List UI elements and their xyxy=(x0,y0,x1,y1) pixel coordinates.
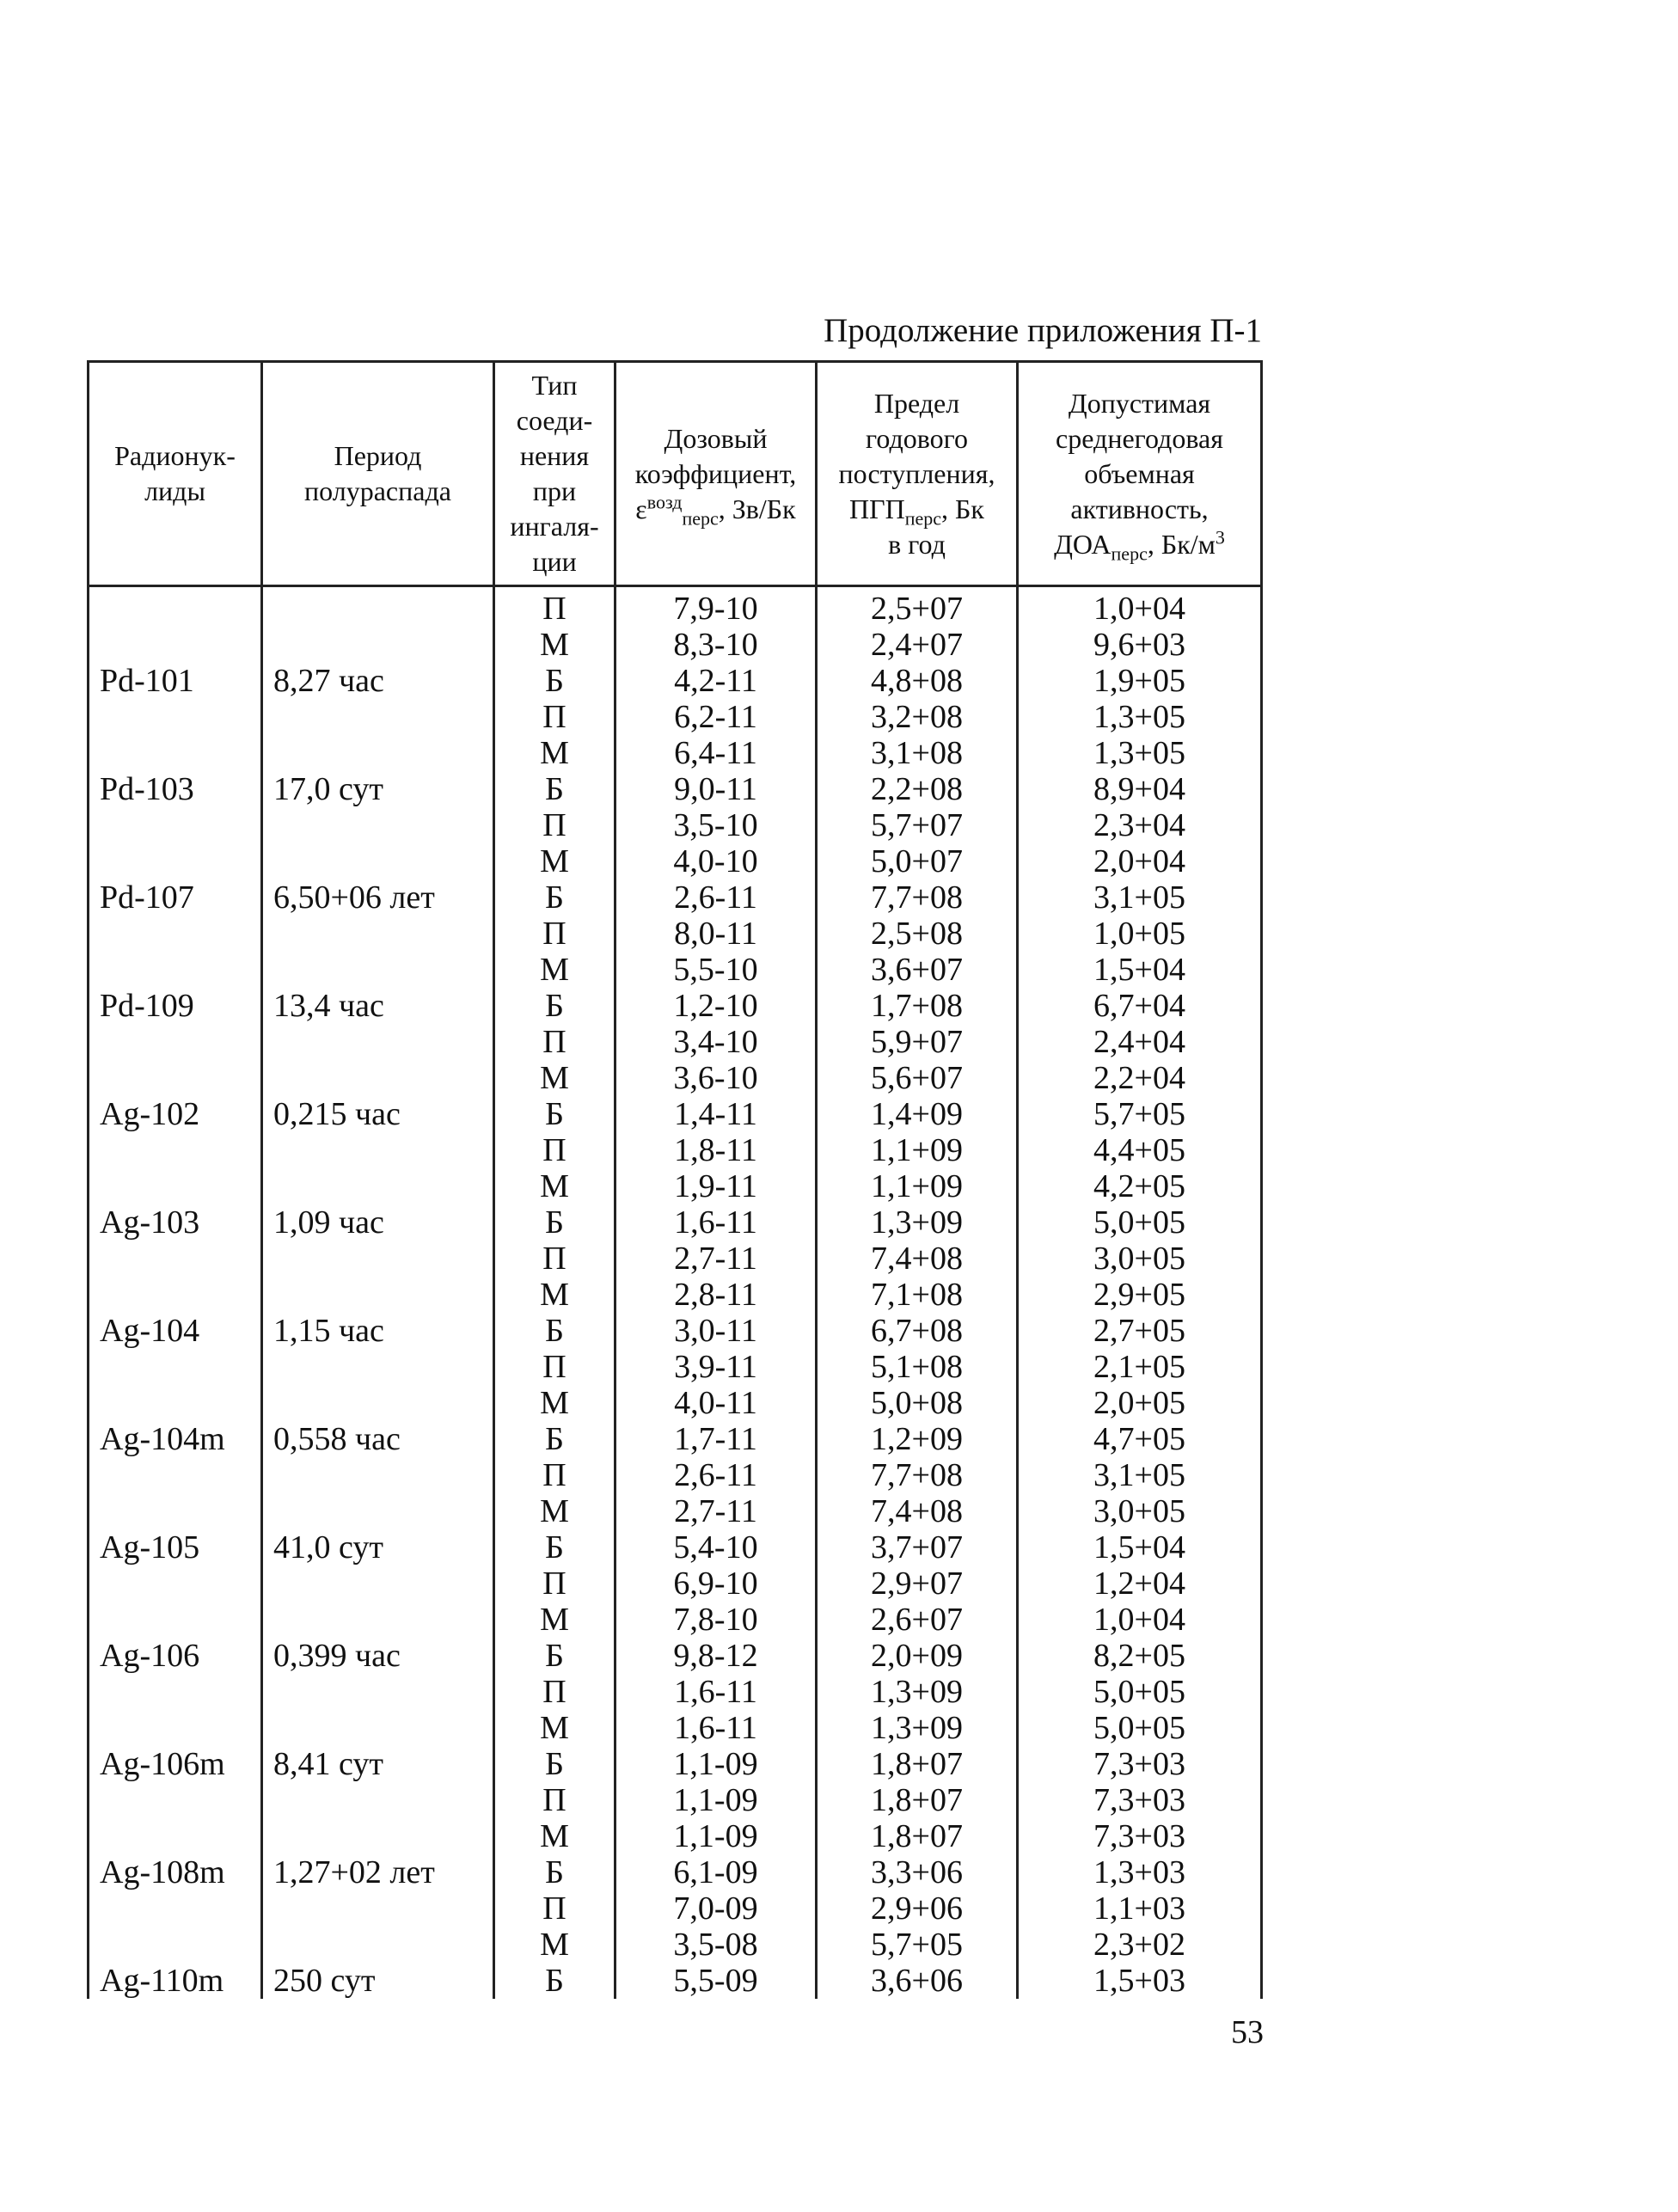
table-row xyxy=(89,627,1262,663)
cell-compound-type: М xyxy=(494,627,615,663)
cell-annual-limit: 7,7+08 xyxy=(817,1457,1018,1493)
cell-allowed-activity: 2,9+05 xyxy=(1018,1277,1262,1313)
cell-nuclide xyxy=(89,1782,262,1818)
table-caption: Продолжение приложения П-1 xyxy=(824,312,1262,349)
cell-dose-coefficient: 6,9-10 xyxy=(615,1566,817,1602)
cell-half-life xyxy=(262,807,494,843)
cell-allowed-activity: 4,2+05 xyxy=(1018,1168,1262,1204)
cell-compound-type: П xyxy=(494,586,615,628)
table-row xyxy=(89,807,1262,843)
cell-annual-limit: 1,4+09 xyxy=(817,1096,1018,1132)
header-nuclide: Радионук- лиды xyxy=(89,362,262,586)
cell-allowed-activity: 5,0+05 xyxy=(1018,1710,1262,1746)
cell-annual-limit: 1,2+09 xyxy=(817,1421,1018,1457)
cell-compound-type: П xyxy=(494,1890,615,1927)
table-row xyxy=(89,1421,1262,1457)
table-row xyxy=(89,1638,1262,1674)
cell-dose-coefficient: 5,5-10 xyxy=(615,952,817,988)
table-row xyxy=(89,916,1262,952)
cell-dose-coefficient: 7,9-10 xyxy=(615,586,817,628)
cell-annual-limit: 7,4+08 xyxy=(817,1241,1018,1277)
cell-nuclide: Pd-101 xyxy=(89,663,262,699)
header-annual-limit: Предел годового поступления, $ПГП_{перс}$, Бк в год xyxy=(817,362,1018,586)
cell-annual-limit: 5,6+07 xyxy=(817,1060,1018,1096)
cell-nuclide xyxy=(89,1674,262,1710)
table-row xyxy=(89,1674,1262,1710)
cell-compound-type: М xyxy=(494,1927,615,1963)
cell-half-life: 41,0 сут xyxy=(262,1529,494,1566)
cell-allowed-activity: 2,0+04 xyxy=(1018,843,1262,879)
table-row xyxy=(89,771,1262,807)
cell-half-life xyxy=(262,1566,494,1602)
cell-half-life xyxy=(262,1385,494,1421)
cell-nuclide xyxy=(89,843,262,879)
cell-half-life xyxy=(262,699,494,735)
cell-half-life: 17,0 сут xyxy=(262,771,494,807)
cell-compound-type: Б xyxy=(494,879,615,916)
table-row xyxy=(89,1241,1262,1277)
cell-allowed-activity: 3,0+05 xyxy=(1018,1493,1262,1529)
cell-dose-coefficient: 2,7-11 xyxy=(615,1493,817,1529)
cell-compound-type: П xyxy=(494,1566,615,1602)
cell-dose-coefficient: 1,1-09 xyxy=(615,1746,817,1782)
cell-nuclide xyxy=(89,1493,262,1529)
cell-allowed-activity: 5,0+05 xyxy=(1018,1674,1262,1710)
cell-allowed-activity: 1,9+05 xyxy=(1018,663,1262,699)
cell-allowed-activity: 7,3+03 xyxy=(1018,1746,1262,1782)
cell-allowed-activity: 2,1+05 xyxy=(1018,1349,1262,1385)
cell-half-life: 8,27 час xyxy=(262,663,494,699)
cell-dose-coefficient: 1,2-10 xyxy=(615,988,817,1024)
cell-compound-type: М xyxy=(494,1710,615,1746)
cell-half-life xyxy=(262,1890,494,1927)
cell-nuclide xyxy=(89,1349,262,1385)
header-dose-coefficient: Дозовый коэффициент, $\varepsilon^{возд}_{перс}$, Зв/Бк xyxy=(615,362,817,586)
cell-annual-limit: 2,9+06 xyxy=(817,1890,1018,1927)
cell-nuclide: Pd-109 xyxy=(89,988,262,1024)
cell-allowed-activity: 2,0+05 xyxy=(1018,1385,1262,1421)
cell-dose-coefficient: 1,6-11 xyxy=(615,1204,817,1241)
cell-dose-coefficient: 3,5-10 xyxy=(615,807,817,843)
cell-nuclide xyxy=(89,1277,262,1313)
cell-allowed-activity: 6,7+04 xyxy=(1018,988,1262,1024)
cell-dose-coefficient: 2,6-11 xyxy=(615,1457,817,1493)
cell-annual-limit: 7,1+08 xyxy=(817,1277,1018,1313)
cell-compound-type: П xyxy=(494,807,615,843)
cell-half-life xyxy=(262,1602,494,1638)
cell-annual-limit: 3,3+06 xyxy=(817,1854,1018,1890)
cell-annual-limit: 2,5+07 xyxy=(817,586,1018,628)
cell-dose-coefficient: 9,0-11 xyxy=(615,771,817,807)
cell-annual-limit: 1,3+09 xyxy=(817,1674,1018,1710)
cell-dose-coefficient: 2,7-11 xyxy=(615,1241,817,1277)
cell-annual-limit: 2,4+07 xyxy=(817,627,1018,663)
cell-nuclide xyxy=(89,1168,262,1204)
cell-annual-limit: 5,7+05 xyxy=(817,1927,1018,1963)
table-row xyxy=(89,1168,1262,1204)
cell-annual-limit: 3,6+06 xyxy=(817,1963,1018,1999)
cell-nuclide: Ag-102 xyxy=(89,1096,262,1132)
cell-half-life xyxy=(262,1493,494,1529)
table-row xyxy=(89,1529,1262,1566)
cell-allowed-activity: 8,9+04 xyxy=(1018,771,1262,807)
cell-dose-coefficient: 5,4-10 xyxy=(615,1529,817,1566)
cell-annual-limit: 1,3+09 xyxy=(817,1204,1018,1241)
cell-annual-limit: 5,7+07 xyxy=(817,807,1018,843)
cell-half-life xyxy=(262,1349,494,1385)
cell-half-life xyxy=(262,1927,494,1963)
cell-allowed-activity: 1,0+04 xyxy=(1018,586,1262,628)
header-allowed-activity: Допустимая среднегодовая объемная активность, $ДОА_{перс}$, $Бк/м^3$ xyxy=(1018,362,1262,586)
table-row xyxy=(89,879,1262,916)
cell-nuclide xyxy=(89,1818,262,1854)
cell-annual-limit: 3,6+07 xyxy=(817,952,1018,988)
cell-allowed-activity: 2,2+04 xyxy=(1018,1060,1262,1096)
cell-allowed-activity: 2,3+02 xyxy=(1018,1927,1262,1963)
cell-compound-type: М xyxy=(494,1818,615,1854)
cell-half-life: 0,215 час xyxy=(262,1096,494,1132)
cell-nuclide: Ag-106 xyxy=(89,1638,262,1674)
cell-half-life xyxy=(262,586,494,628)
cell-half-life xyxy=(262,735,494,771)
cell-compound-type: М xyxy=(494,952,615,988)
cell-nuclide xyxy=(89,1566,262,1602)
cell-allowed-activity: 5,7+05 xyxy=(1018,1096,1262,1132)
cell-allowed-activity: 9,6+03 xyxy=(1018,627,1262,663)
cell-nuclide xyxy=(89,735,262,771)
table-row xyxy=(89,1349,1262,1385)
cell-half-life xyxy=(262,1674,494,1710)
cell-annual-limit: 3,1+08 xyxy=(817,735,1018,771)
cell-annual-limit: 5,0+07 xyxy=(817,843,1018,879)
cell-nuclide: Pd-107 xyxy=(89,879,262,916)
cell-compound-type: Б xyxy=(494,1313,615,1349)
table-row xyxy=(89,1927,1262,1963)
cell-dose-coefficient: 3,6-10 xyxy=(615,1060,817,1096)
table-row xyxy=(89,1096,1262,1132)
cell-annual-limit: 3,2+08 xyxy=(817,699,1018,735)
table-row xyxy=(89,1746,1262,1782)
cell-nuclide xyxy=(89,807,262,843)
cell-nuclide xyxy=(89,1927,262,1963)
cell-dose-coefficient: 1,8-11 xyxy=(615,1132,817,1168)
table-row xyxy=(89,699,1262,735)
cell-nuclide: Ag-108m xyxy=(89,1854,262,1890)
cell-nuclide: Ag-106m xyxy=(89,1746,262,1782)
cell-dose-coefficient: 3,0-11 xyxy=(615,1313,817,1349)
cell-annual-limit: 1,8+07 xyxy=(817,1818,1018,1854)
cell-annual-limit: 4,8+08 xyxy=(817,663,1018,699)
cell-half-life: 13,4 час xyxy=(262,988,494,1024)
radionuclide-table xyxy=(87,360,1263,1999)
table-body xyxy=(89,586,1262,2000)
cell-annual-limit: 1,8+07 xyxy=(817,1746,1018,1782)
table-row xyxy=(89,1710,1262,1746)
cell-nuclide xyxy=(89,1710,262,1746)
cell-compound-type: М xyxy=(494,1602,615,1638)
cell-annual-limit: 7,4+08 xyxy=(817,1493,1018,1529)
cell-annual-limit: 1,3+09 xyxy=(817,1710,1018,1746)
table-row xyxy=(89,1385,1262,1421)
cell-allowed-activity: 1,3+05 xyxy=(1018,699,1262,735)
cell-nuclide xyxy=(89,627,262,663)
cell-dose-coefficient: 2,6-11 xyxy=(615,879,817,916)
cell-dose-coefficient: 1,6-11 xyxy=(615,1710,817,1746)
cell-half-life: 0,558 час xyxy=(262,1421,494,1457)
cell-nuclide xyxy=(89,952,262,988)
cell-allowed-activity: 1,3+03 xyxy=(1018,1854,1262,1890)
cell-dose-coefficient: 6,1-09 xyxy=(615,1854,817,1890)
cell-nuclide xyxy=(89,586,262,628)
table-row xyxy=(89,1313,1262,1349)
cell-dose-coefficient: 4,2-11 xyxy=(615,663,817,699)
cell-dose-coefficient: 6,2-11 xyxy=(615,699,817,735)
cell-half-life: 6,50+06 лет xyxy=(262,879,494,916)
cell-compound-type: Б xyxy=(494,663,615,699)
table-row xyxy=(89,1890,1262,1927)
cell-annual-limit: 1,7+08 xyxy=(817,988,1018,1024)
cell-dose-coefficient: 1,7-11 xyxy=(615,1421,817,1457)
table-header xyxy=(89,362,1262,586)
cell-allowed-activity: 1,1+03 xyxy=(1018,1890,1262,1927)
cell-nuclide: Ag-104 xyxy=(89,1313,262,1349)
cell-compound-type: М xyxy=(494,735,615,771)
cell-compound-type: П xyxy=(494,916,615,952)
cell-nuclide xyxy=(89,699,262,735)
cell-compound-type: М xyxy=(494,1277,615,1313)
cell-dose-coefficient: 7,8-10 xyxy=(615,1602,817,1638)
cell-nuclide xyxy=(89,1060,262,1096)
cell-allowed-activity: 1,0+04 xyxy=(1018,1602,1262,1638)
cell-allowed-activity: 3,0+05 xyxy=(1018,1241,1262,1277)
cell-dose-coefficient: 2,8-11 xyxy=(615,1277,817,1313)
cell-allowed-activity: 5,0+05 xyxy=(1018,1204,1262,1241)
cell-dose-coefficient: 6,4-11 xyxy=(615,735,817,771)
cell-half-life xyxy=(262,1168,494,1204)
cell-dose-coefficient: 1,1-09 xyxy=(615,1782,817,1818)
cell-annual-limit: 5,9+07 xyxy=(817,1024,1018,1060)
table-row xyxy=(89,1963,1262,1999)
cell-half-life xyxy=(262,1710,494,1746)
cell-nuclide: Ag-104m xyxy=(89,1421,262,1457)
cell-dose-coefficient: 7,0-09 xyxy=(615,1890,817,1927)
cell-compound-type: М xyxy=(494,1385,615,1421)
cell-half-life: 1,15 час xyxy=(262,1313,494,1349)
cell-compound-type: П xyxy=(494,1457,615,1493)
cell-half-life xyxy=(262,1818,494,1854)
cell-annual-limit: 3,7+07 xyxy=(817,1529,1018,1566)
cell-compound-type: М xyxy=(494,1168,615,1204)
cell-compound-type: Б xyxy=(494,1096,615,1132)
cell-half-life xyxy=(262,1241,494,1277)
cell-nuclide xyxy=(89,1457,262,1493)
table-row xyxy=(89,1782,1262,1818)
cell-allowed-activity: 4,7+05 xyxy=(1018,1421,1262,1457)
table-row xyxy=(89,1602,1262,1638)
cell-annual-limit: 5,1+08 xyxy=(817,1349,1018,1385)
cell-compound-type: М xyxy=(494,843,615,879)
cell-allowed-activity: 1,5+03 xyxy=(1018,1963,1262,1999)
table-row xyxy=(89,586,1262,628)
cell-dose-coefficient: 4,0-10 xyxy=(615,843,817,879)
cell-nuclide: Ag-103 xyxy=(89,1204,262,1241)
cell-allowed-activity: 1,2+04 xyxy=(1018,1566,1262,1602)
cell-compound-type: П xyxy=(494,1024,615,1060)
table-row xyxy=(89,1566,1262,1602)
cell-compound-type: Б xyxy=(494,1963,615,1999)
header-compound-type: Тип соеди- нения при ингаля- ции xyxy=(494,362,615,586)
cell-allowed-activity: 8,2+05 xyxy=(1018,1638,1262,1674)
cell-half-life xyxy=(262,1060,494,1096)
cell-allowed-activity: 3,1+05 xyxy=(1018,1457,1262,1493)
cell-annual-limit: 1,8+07 xyxy=(817,1782,1018,1818)
cell-half-life: 250 сут xyxy=(262,1963,494,1999)
cell-half-life xyxy=(262,1024,494,1060)
cell-allowed-activity: 1,5+04 xyxy=(1018,1529,1262,1566)
cell-annual-limit: 6,7+08 xyxy=(817,1313,1018,1349)
cell-annual-limit: 1,1+09 xyxy=(817,1168,1018,1204)
cell-dose-coefficient: 5,5-09 xyxy=(615,1963,817,1999)
cell-compound-type: Б xyxy=(494,1854,615,1890)
cell-nuclide xyxy=(89,916,262,952)
cell-compound-type: П xyxy=(494,699,615,735)
cell-dose-coefficient: 8,3-10 xyxy=(615,627,817,663)
cell-compound-type: П xyxy=(494,1132,615,1168)
cell-annual-limit: 2,9+07 xyxy=(817,1566,1018,1602)
cell-half-life xyxy=(262,1132,494,1168)
table-row xyxy=(89,988,1262,1024)
cell-compound-type: Б xyxy=(494,1421,615,1457)
cell-compound-type: П xyxy=(494,1349,615,1385)
cell-compound-type: Б xyxy=(494,1746,615,1782)
table-row xyxy=(89,1818,1262,1854)
cell-dose-coefficient: 9,8-12 xyxy=(615,1638,817,1674)
cell-half-life xyxy=(262,1457,494,1493)
table-row xyxy=(89,1024,1262,1060)
cell-compound-type: Б xyxy=(494,1638,615,1674)
cell-annual-limit: 2,0+09 xyxy=(817,1638,1018,1674)
cell-half-life: 8,41 сут xyxy=(262,1746,494,1782)
cell-allowed-activity: 1,5+04 xyxy=(1018,952,1262,988)
table-row xyxy=(89,1854,1262,1890)
table-row xyxy=(89,1132,1262,1168)
cell-annual-limit: 2,2+08 xyxy=(817,771,1018,807)
table-row xyxy=(89,1277,1262,1313)
cell-allowed-activity: 4,4+05 xyxy=(1018,1132,1262,1168)
page-number: 53 xyxy=(1231,2014,1264,2050)
cell-annual-limit: 2,5+08 xyxy=(817,916,1018,952)
cell-allowed-activity: 3,1+05 xyxy=(1018,879,1262,916)
table-row xyxy=(89,735,1262,771)
cell-dose-coefficient: 3,4-10 xyxy=(615,1024,817,1060)
cell-allowed-activity: 2,4+04 xyxy=(1018,1024,1262,1060)
cell-nuclide xyxy=(89,1385,262,1421)
cell-nuclide xyxy=(89,1024,262,1060)
table-row xyxy=(89,1204,1262,1241)
table-row xyxy=(89,1457,1262,1493)
cell-dose-coefficient: 3,9-11 xyxy=(615,1349,817,1385)
cell-annual-limit: 2,6+07 xyxy=(817,1602,1018,1638)
cell-allowed-activity: 7,3+03 xyxy=(1018,1782,1262,1818)
cell-annual-limit: 5,0+08 xyxy=(817,1385,1018,1421)
cell-half-life xyxy=(262,627,494,663)
cell-allowed-activity: 7,3+03 xyxy=(1018,1818,1262,1854)
cell-dose-coefficient: 1,9-11 xyxy=(615,1168,817,1204)
cell-nuclide: Pd-103 xyxy=(89,771,262,807)
cell-dose-coefficient: 1,6-11 xyxy=(615,1674,817,1710)
cell-compound-type: П xyxy=(494,1782,615,1818)
cell-allowed-activity: 2,7+05 xyxy=(1018,1313,1262,1349)
cell-nuclide xyxy=(89,1602,262,1638)
cell-half-life: 1,09 час xyxy=(262,1204,494,1241)
cell-dose-coefficient: 1,1-09 xyxy=(615,1818,817,1854)
cell-nuclide xyxy=(89,1241,262,1277)
cell-dose-coefficient: 4,0-11 xyxy=(615,1385,817,1421)
cell-nuclide xyxy=(89,1890,262,1927)
cell-compound-type: Б xyxy=(494,988,615,1024)
cell-half-life xyxy=(262,843,494,879)
table-row xyxy=(89,1493,1262,1529)
cell-compound-type: Б xyxy=(494,1529,615,1566)
cell-allowed-activity: 2,3+04 xyxy=(1018,807,1262,843)
cell-half-life xyxy=(262,952,494,988)
table-row xyxy=(89,843,1262,879)
table-row xyxy=(89,1060,1262,1096)
cell-half-life xyxy=(262,916,494,952)
cell-dose-coefficient: 3,5-08 xyxy=(615,1927,817,1963)
table-row xyxy=(89,663,1262,699)
cell-allowed-activity: 1,0+05 xyxy=(1018,916,1262,952)
cell-dose-coefficient: 1,4-11 xyxy=(615,1096,817,1132)
table-row xyxy=(89,952,1262,988)
header-half-life: Период полураспада xyxy=(262,362,494,586)
cell-half-life xyxy=(262,1782,494,1818)
cell-compound-type: П xyxy=(494,1674,615,1710)
cell-nuclide: Ag-105 xyxy=(89,1529,262,1566)
cell-nuclide xyxy=(89,1132,262,1168)
cell-compound-type: М xyxy=(494,1493,615,1529)
cell-half-life: 0,399 час xyxy=(262,1638,494,1674)
cell-nuclide: Ag-110m xyxy=(89,1963,262,1999)
cell-compound-type: Б xyxy=(494,1204,615,1241)
cell-compound-type: М xyxy=(494,1060,615,1096)
cell-half-life: 1,27+02 лет xyxy=(262,1854,494,1890)
cell-dose-coefficient: 8,0-11 xyxy=(615,916,817,952)
cell-annual-limit: 7,7+08 xyxy=(817,879,1018,916)
cell-half-life xyxy=(262,1277,494,1313)
cell-compound-type: Б xyxy=(494,771,615,807)
cell-allowed-activity: 1,3+05 xyxy=(1018,735,1262,771)
cell-annual-limit: 1,1+09 xyxy=(817,1132,1018,1168)
cell-compound-type: П xyxy=(494,1241,615,1277)
